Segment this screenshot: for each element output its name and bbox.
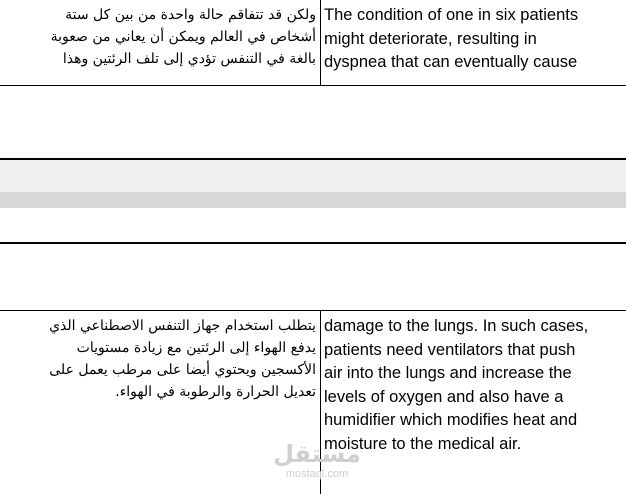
english-cell — [321, 0, 626, 86]
english-line: patients need ventilators that push — [324, 339, 626, 363]
english-line: levels of oxygen and also have a — [324, 386, 626, 410]
page-gap-band — [0, 192, 626, 208]
english-line: damage to the lungs. In such cases, — [324, 315, 626, 339]
page-break-rule — [0, 242, 626, 244]
english-line: moisture to the medical air. — [324, 433, 626, 457]
arabic-line: يتطلب استخدام جهاز التنفس الاصطناعي الذي — [4, 315, 316, 337]
arabic-line: ولكن قد تتفاقم حالة واحدة من بين كل ستة — [4, 4, 316, 26]
watermark-latin: mostaql.com — [262, 468, 372, 480]
english-line: dyspnea that can eventually cause — [324, 51, 626, 75]
english-line: humidifier which modifies heat and — [324, 409, 626, 433]
english-line: air into the lungs and increase the — [324, 362, 626, 386]
page-gap — [0, 160, 626, 192]
arabic-line: تعديل الحرارة والرطوبة في الهواء. — [4, 381, 316, 403]
table-row — [0, 0, 626, 86]
translation-table-top — [0, 0, 626, 86]
watermark-arabic: مستقل — [262, 440, 372, 468]
arabic-line: بالغة في التنفس تؤدي إلى تلف الرئتين وهذا — [4, 48, 316, 70]
arabic-line: الأكسجين ويحتوي أيضا على مرطب يعمل على — [4, 359, 316, 381]
english-line: might deteriorate, resulting in — [324, 28, 626, 52]
watermark-logo — [262, 440, 372, 490]
arabic-line: أشخاص في العالم ويمكن أن يعاني من صعوبة — [4, 26, 316, 48]
english-line: The condition of one in six patients — [324, 4, 626, 28]
arabic-cell — [0, 0, 321, 86]
arabic-line: يدفع الهواء إلى الرئتين مع زيادة مستويات — [4, 337, 316, 359]
